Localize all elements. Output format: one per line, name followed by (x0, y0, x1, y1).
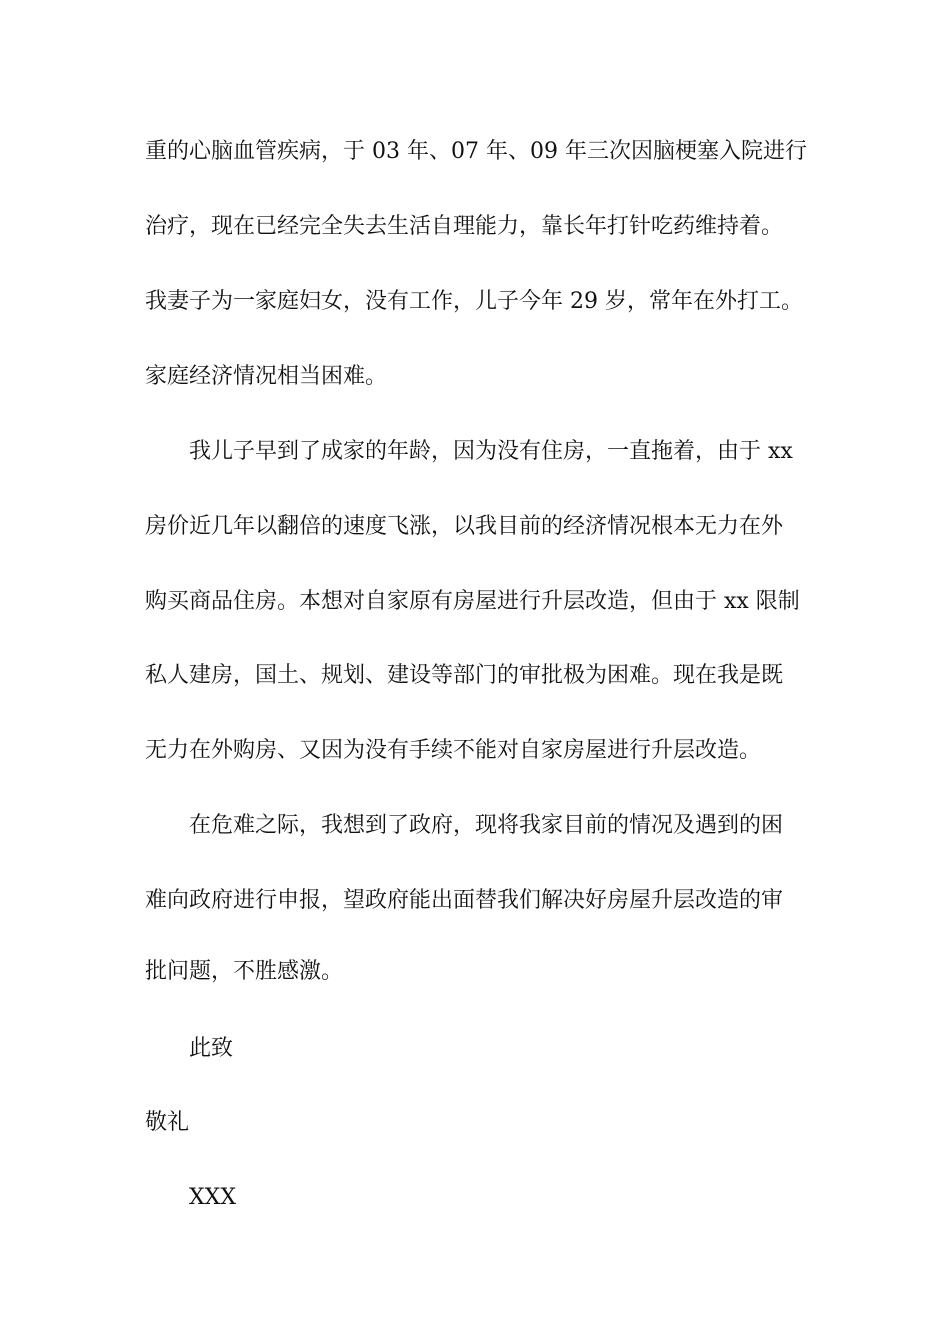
body-line: 房价近几年以翻倍的速度飞涨，以我目前的经济情况根本无力在外 (145, 514, 784, 539)
signature: XXX (189, 1185, 236, 1210)
body-line: 治疗，现在已经完全失去生活自理能力，靠长年打针吃药维持着。 (145, 214, 784, 239)
body-line: 重的心脑血管疾病，于 03 年、07 年、09 年三次因脑梗塞入院进行 (145, 139, 807, 164)
closing-line: 此致 (189, 1036, 234, 1061)
paragraph-start-line: 在危难之际，我想到了政府，现将我家目前的情况及遇到的困 (189, 813, 784, 838)
paragraph-start-line: 我儿子早到了成家的年龄，因为没有住房，一直拖着，由于 xx (189, 439, 793, 464)
body-line: 购买商品住房。本想对自家原有房屋进行升层改造，但由于 xx 限制 (145, 589, 800, 614)
body-line: 批问题，不胜感激。 (145, 959, 344, 984)
body-line: 我妻子为一家庭妇女，没有工作，儿子今年 29 岁，常年在外打工。 (145, 289, 803, 314)
body-line: 家庭经济情况相当困难。 (145, 364, 388, 389)
body-line: 无力在外购房、又因为没有手续不能对自家房屋进行升层改造。 (145, 738, 762, 763)
salutation-line: 敬礼 (145, 1110, 190, 1135)
body-line: 私人建房，国土、规划、建设等部门的审批极为困难。现在我是既 (145, 663, 784, 688)
body-line: 难向政府进行申报，望政府能出面替我们解决好房屋升层改造的审 (145, 888, 784, 913)
